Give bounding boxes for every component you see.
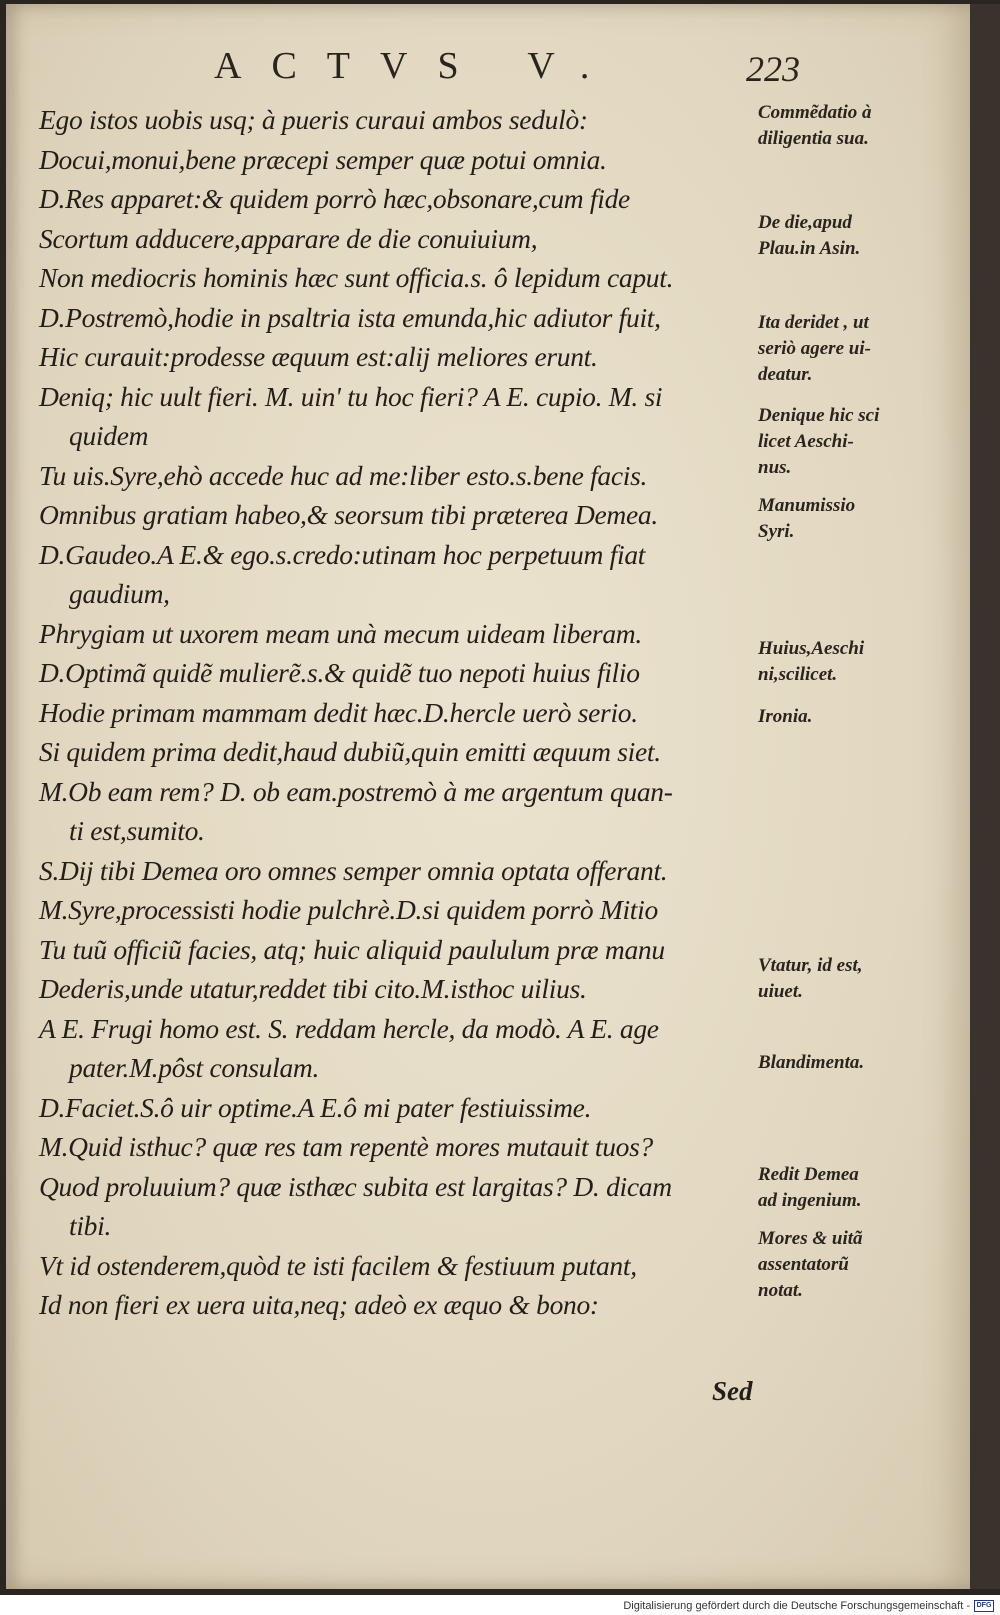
- dfg-logo-icon: DFG: [974, 1600, 994, 1612]
- verse-line: D.Gaudeo.A E.& ego.s.credo:utinam hoc perpetuum fiat: [39, 538, 646, 570]
- verse-line: Tu tuũ officiũ facies, atq; huic aliquid paululum præ manu: [39, 933, 665, 965]
- margin-note-line: ni,scilicet.: [758, 664, 838, 685]
- catchword: Sed: [712, 1376, 753, 1406]
- verse-line: ti est,sumito.: [69, 815, 205, 846]
- margin-note-line: diligentia sua.: [758, 128, 869, 149]
- verse-line: Omnibus gratiam habeo,& seorsum tibi præterea Demea.: [39, 499, 658, 530]
- verse-line: D.Optimã quidẽ mulierẽ.s.& quidẽ tuo nepoti huius filio: [39, 657, 640, 688]
- verse-line: A E. Frugi homo est. S. reddam hercle, da modò. A E. age: [39, 1012, 659, 1044]
- margin-note-line: Denique hic sci: [758, 405, 880, 426]
- verse-line: D.Res apparet:& quidem porrò hæc,obsonare,cum fide: [39, 183, 630, 214]
- verse-line: Scortum adducere,apparare de die conuiuium,: [39, 222, 538, 254]
- margin-note-line: Manumissio: [758, 495, 856, 516]
- verse-line: gaudium,: [69, 578, 170, 609]
- margin-note-line: Mores & uitã: [758, 1228, 863, 1249]
- verse-line: Non mediocris hominis hæc sunt officia.s. ô lepidum caput.: [39, 262, 674, 293]
- verse-line: Hodie primam mammam dedit hæc.D.hercle uerò serio.: [39, 696, 638, 728]
- running-head: ACTVS V.: [214, 45, 620, 87]
- margin-note-line: assentatorũ: [758, 1254, 849, 1275]
- margin-note: [758, 704, 812, 730]
- book-page: [6, 4, 972, 1589]
- verse-line: Ego istos uobis usq; à pueris curaui ambos sedulò:: [39, 104, 588, 135]
- margin-note-line: licet Aeschi-: [758, 431, 854, 452]
- verse-line: D.Faciet.S.ô uir optime.A E.ô mi pater festiuissime.: [39, 1091, 592, 1123]
- margin-note-line: Plau.in Asin.: [758, 238, 861, 259]
- page-number: 223: [746, 49, 800, 89]
- verse-line: S.Dij tibi Demea oro omnes semper omnia optata offerant.: [39, 854, 668, 886]
- margin-note: [758, 1226, 863, 1304]
- margin-note: [758, 953, 863, 1005]
- margin-note-line: Huius,Aeschi: [758, 638, 865, 659]
- verse-line: Hic curauit:prodesse æquum est:alij meliores erunt.: [39, 341, 598, 372]
- verse-line: Phrygiam ut uxorem meam unà mecum uideam liberam.: [39, 617, 642, 649]
- margin-note: [758, 210, 860, 262]
- margin-note: [758, 636, 864, 688]
- margin-note-line: De die,apud: [758, 212, 852, 233]
- margin-note-line: Ita deridet , ut: [758, 312, 869, 333]
- margin-note-line: deatur.: [758, 364, 813, 385]
- verse-line: M.Syre,processisti hodie pulchrè.D.si quidem porrò Mitio: [39, 894, 658, 925]
- verse-line: Id non fieri ex uera uita,neq; adeò ex æquo & bono:: [39, 1289, 599, 1320]
- verse-line: Vt id ostenderem,quòd te isti facilem & festiuum putant,: [39, 1249, 637, 1281]
- margin-note: [758, 493, 855, 545]
- verse-line: D.Postremò,hodie in psaltria ista emunda,hic adiutor fuit,: [39, 301, 661, 333]
- margin-note-line: Syri.: [758, 521, 795, 542]
- margin-note-line: Commẽdatio à: [758, 102, 872, 123]
- verse-line: tibi.: [69, 1210, 112, 1241]
- verse-line: M.Ob eam rem? D. ob eam.postremò à me argentum quan-: [39, 775, 673, 807]
- verse-line: Quod proluuium? quæ isthæc subita est largitas? D. dicam: [39, 1170, 672, 1202]
- verse-line: Tu uis.Syre,ehò accede huc ad me:liber esto.s.bene facis.: [39, 459, 648, 491]
- verse-line: Si quidem prima dedit,haud dubiũ,quin emitti æquum siet.: [39, 736, 661, 767]
- margin-note: [758, 1162, 861, 1214]
- margin-note: [758, 1050, 864, 1076]
- page-edge: [970, 4, 1000, 1589]
- footer-credit-text: Digitalisierung gefördert durch die Deutsche Forschungsgemeinschaft -: [623, 1600, 970, 1613]
- margin-note: [758, 403, 879, 481]
- margin-note: [758, 100, 871, 152]
- margin-note: [758, 310, 871, 388]
- margin-note-line: nus.: [758, 457, 792, 478]
- margin-note-line: Vtatur, id est,: [758, 955, 863, 976]
- verse-line: Dederis,unde utatur,reddet tibi cito.M.isthoc uilius.: [39, 973, 587, 1004]
- verse-line: Docui,monui,bene præcepi semper quæ potui omnia.: [39, 143, 607, 175]
- verse-line: Deniq; hic uult fieri. M. uin' tu hoc fieri? A E. cupio. M. si: [39, 380, 663, 412]
- verse-line: pater.M.pôst consulam.: [69, 1052, 320, 1083]
- margin-note-line: notat.: [758, 1280, 803, 1301]
- margin-note-line: ad ingenium.: [758, 1190, 862, 1211]
- verse-text: [39, 100, 755, 1325]
- verse-line: M.Quid isthuc? quæ res tam repentè mores mutauit tuos?: [39, 1131, 653, 1162]
- margin-note-line: Blandimenta.: [758, 1052, 865, 1073]
- verse-line: quidem: [69, 420, 149, 451]
- footer-credit: [0, 1597, 1000, 1613]
- margin-note-line: seriò agere ui-: [758, 338, 871, 359]
- page-header: [206, 44, 966, 94]
- margin-note-line: uiuet.: [758, 981, 803, 1002]
- margin-note-line: Redit Demea: [758, 1164, 859, 1185]
- margin-note-line: Ironia.: [758, 706, 813, 727]
